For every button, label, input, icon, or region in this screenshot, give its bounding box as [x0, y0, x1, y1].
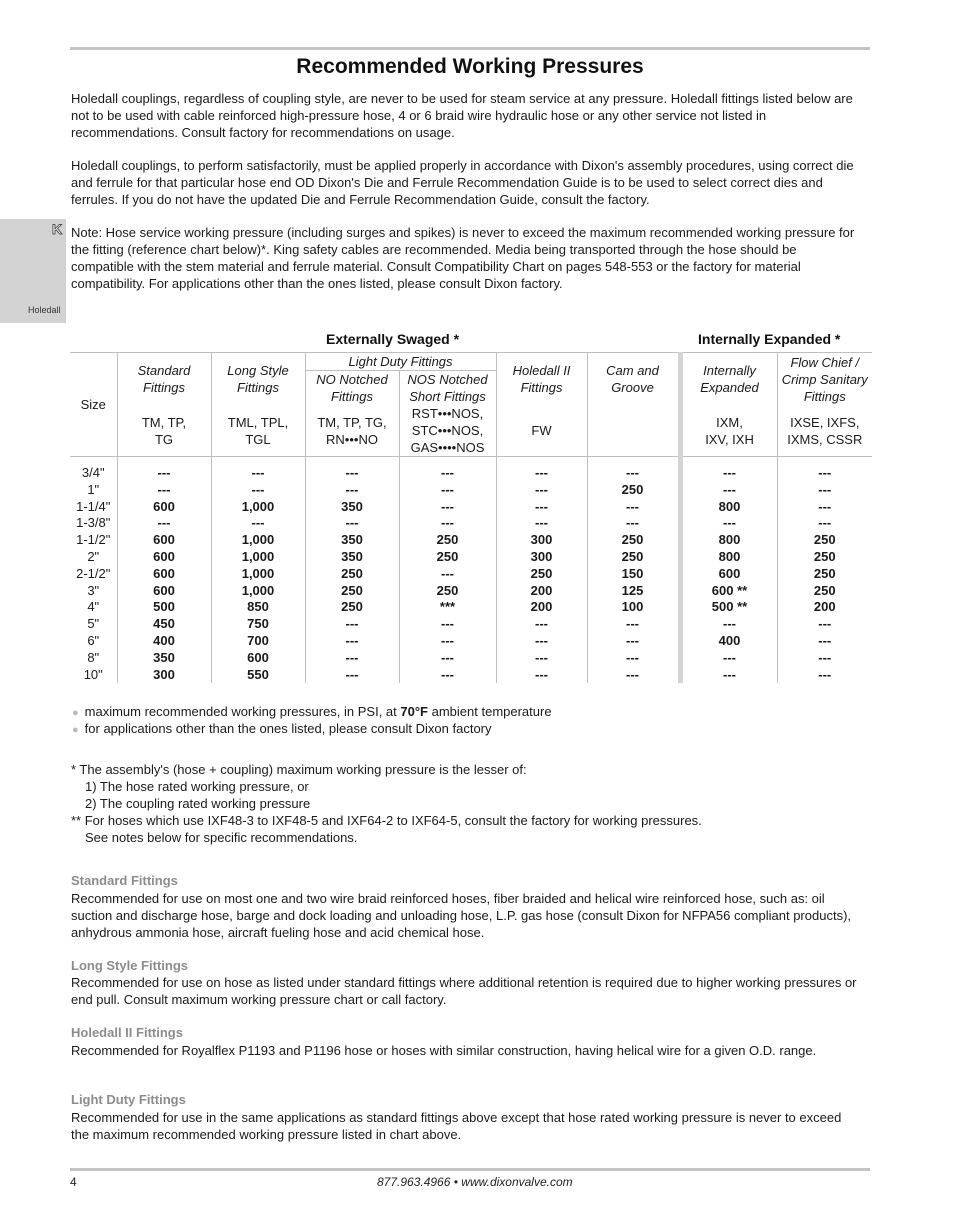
table-row — [70, 599, 872, 616]
pressure-cell: --- — [117, 482, 211, 499]
table-row — [70, 549, 872, 566]
pressure-cell: --- — [496, 616, 587, 633]
pressure-cell: 600 — [117, 549, 211, 566]
pressure-cell: *** — [399, 599, 496, 616]
note-line: 1) The hose rated working pressure, or — [85, 779, 309, 794]
page-title: Recommended Working Pressures — [296, 55, 644, 78]
size-cell: 5" — [87, 616, 100, 632]
pressure-cell: --- — [399, 515, 496, 532]
pressure-cell: --- — [496, 667, 587, 684]
footer-contact: 877.963.4966 • www.dixonvalve.com — [377, 1175, 573, 1189]
pressure-cell: 350 — [305, 499, 399, 516]
pressure-cell: --- — [587, 650, 680, 667]
pressure-cell: 500 — [117, 599, 211, 616]
holedall-ii-body: Recommended for Royalflex P1193 and P1196 hose or hoses with similar construction, having helical wire for a given O.D. range. — [71, 1043, 817, 1058]
table-row — [70, 633, 872, 650]
table-row — [70, 499, 872, 516]
pressure-cell: --- — [680, 667, 777, 684]
pressure-cell: 800 — [680, 549, 777, 566]
pressure-cell: 200 — [777, 599, 872, 616]
codes-internally-expanded: IXM, IXV, IXH — [680, 405, 777, 457]
col-header-nos-notched: NOS Notched Short Fittings — [399, 371, 496, 406]
pressure-cell: --- — [777, 616, 872, 633]
pressure-cell: --- — [305, 465, 399, 482]
k-tab-icon: K — [52, 221, 63, 237]
pressure-cell: --- — [777, 650, 872, 667]
size-cell: 3" — [87, 582, 100, 598]
pressure-cell: --- — [587, 667, 680, 684]
note-line: See notes below for specific recommendations. — [85, 830, 358, 845]
pressure-cell: --- — [117, 465, 211, 482]
size-cell: 1" — [87, 481, 100, 497]
pressure-cell: 600 — [211, 650, 305, 667]
pressure-cell: 250 — [399, 583, 496, 600]
pressure-cell: 600 — [117, 532, 211, 549]
bullet-dot-icon: ● — [72, 724, 79, 736]
pressure-cell: --- — [777, 667, 872, 684]
pressure-table — [70, 352, 872, 683]
size-cell: 1-1/2" — [76, 532, 111, 548]
codes-no-notched: TM, TP, TG, RN•••NO — [305, 405, 399, 457]
pressure-cell: 300 — [496, 532, 587, 549]
pressure-cell: 600 — [117, 499, 211, 516]
note-line: ** For hoses which use IXF48-3 to IXF48-5 and IXF64-2 to IXF64-5, consult the factory for working pressures. — [71, 813, 702, 828]
pressure-cell: 250 — [777, 583, 872, 600]
light-duty-heading: Light Duty Fittings — [71, 1092, 186, 1107]
col-header-holedall-ii: Holedall II Fittings — [496, 353, 587, 406]
pressure-cell: 100 — [587, 599, 680, 616]
pressure-cell: --- — [117, 515, 211, 532]
light-duty-body: Recommended for use in the same applications as standard fittings above except that hose rated working pressure is never to exceed the maximum recommended working pressure listed in chart above. — [71, 1110, 842, 1142]
pressure-cell: 600 — [680, 566, 777, 583]
pressure-cell: --- — [777, 465, 872, 482]
size-header: Size — [70, 353, 117, 457]
pressure-cell: --- — [399, 499, 496, 516]
table-row — [70, 650, 872, 667]
pressure-cell: --- — [587, 616, 680, 633]
light-duty-header: Light Duty Fittings — [305, 353, 496, 371]
pressure-cell: --- — [680, 515, 777, 532]
codes-standard: TM, TP, TG — [117, 405, 211, 457]
table-row — [70, 616, 872, 633]
pressure-cell: --- — [305, 667, 399, 684]
pressure-cell: --- — [211, 482, 305, 499]
note-line: 2) The coupling rated working pressure — [85, 796, 311, 811]
pressure-cell: --- — [587, 499, 680, 516]
footnote-bullets — [72, 703, 552, 737]
col-header-flow-chief: Flow Chief / Crimp Sanitary Fittings — [777, 353, 872, 406]
pressure-cell: 600 ** — [680, 583, 777, 600]
pressure-cell: 250 — [305, 566, 399, 583]
pressure-cell: 300 — [496, 549, 587, 566]
pressure-cell: 300 — [117, 667, 211, 684]
size-cell: 1-1/4" — [76, 498, 111, 514]
bullet-item: ● for applications other than the ones listed, please consult Dixon factory — [72, 721, 492, 736]
pressure-cell: 250 — [496, 566, 587, 583]
intro-paragraph-2: Holedall couplings, to perform satisfactorily, must be applied properly in accordance with Dixon's assembly procedures, using correct die and ferrule for that particular hose end OD Dixon's Die and Ferrule Recommendation Guide is to be used to select correct dies and ferrules. If you do not have the updated Die and Ferrule Recommendation Guide, consult the factory. — [71, 158, 854, 207]
table-row — [70, 583, 872, 600]
pressure-cell: 250 — [305, 583, 399, 600]
pressure-cell: 250 — [399, 549, 496, 566]
codes-cam-groove — [587, 405, 680, 457]
size-cell: 6" — [87, 632, 100, 648]
pressure-cell: --- — [399, 465, 496, 482]
pressure-cell: 250 — [399, 532, 496, 549]
pressure-cell: --- — [399, 667, 496, 684]
col-header-cam-groove: Cam and Groove — [587, 353, 680, 406]
pressure-cell: 250 — [587, 549, 680, 566]
pressure-cell: --- — [399, 650, 496, 667]
pressure-cell: --- — [587, 633, 680, 650]
pressure-cell: --- — [496, 499, 587, 516]
pressure-cell: 600 — [117, 583, 211, 600]
pressure-cell: --- — [399, 566, 496, 583]
pressure-cell: 125 — [587, 583, 680, 600]
col-header-internally-expanded: Internally Expanded — [680, 353, 777, 406]
pressure-cell: 250 — [587, 482, 680, 499]
pressure-cell: --- — [305, 650, 399, 667]
size-cell: 4" — [87, 599, 100, 615]
long-style-heading: Long Style Fittings — [71, 958, 188, 973]
table-row — [70, 482, 872, 499]
pressure-cell: --- — [305, 616, 399, 633]
pressure-cell: 1,000 — [211, 549, 305, 566]
page-number: 4 — [70, 1175, 77, 1189]
pressure-cell: --- — [680, 465, 777, 482]
pressure-cell: --- — [777, 515, 872, 532]
pressure-cell: --- — [496, 482, 587, 499]
bullet-item: ● maximum recommended working pressures, in PSI, at 70°F ambient temperature — [72, 704, 552, 719]
codes-nos-notched: RST•••NOS, STC•••NOS, GAS••••NOS — [399, 405, 496, 457]
size-cell: 1-3/8" — [76, 515, 111, 531]
intro-paragraph-note: Note: Hose service working pressure (including surges and spikes) is never to exceed the maximum recommended working pressure for the fitting (reference chart below)*. King safety cables are recommended. Media being transported through the hose should be compatible with the stem material and ferrule material. Consult Compatibility Chart on pages 548-553 or the factory for material compatibility. For applications other than the ones listed, please consult Dixon factory. — [71, 225, 855, 291]
pressure-cell: 450 — [117, 616, 211, 633]
pressure-cell: 1,000 — [211, 532, 305, 549]
table-row — [70, 515, 872, 532]
pressure-cell: --- — [399, 633, 496, 650]
intro-paragraph-1: Holedall couplings, regardless of coupling style, are never to be used for steam service at any pressure. Holedall fittings listed below are not to be used with cable reinforced high-pressure hose, 4 or 6 braid wire hydraulic hose or any other service not listed in recommendations. Consult factory for recommendations on usage. — [71, 91, 853, 140]
pressure-cell: --- — [496, 465, 587, 482]
pressure-cell: --- — [777, 482, 872, 499]
table-row — [70, 667, 872, 684]
pressure-cell: 250 — [587, 532, 680, 549]
pressure-cell: --- — [777, 499, 872, 516]
size-cell: 3/4" — [81, 465, 105, 480]
size-cell: 2" — [87, 548, 100, 564]
pressure-cell: 550 — [211, 667, 305, 684]
side-tab-label: Holedall — [28, 305, 61, 315]
table-row — [70, 566, 872, 583]
pressure-cell: --- — [587, 465, 680, 482]
pressure-cell: --- — [496, 633, 587, 650]
internally-expanded-heading: Internally Expanded * — [698, 331, 841, 347]
pressure-cell: 1,000 — [211, 583, 305, 600]
pressure-cell: --- — [211, 515, 305, 532]
size-cell: 2-1/2" — [76, 565, 111, 581]
pressure-cell: 850 — [211, 599, 305, 616]
pressure-cell: 350 — [305, 532, 399, 549]
pressure-cell: --- — [496, 650, 587, 667]
pressure-cell: --- — [305, 482, 399, 499]
pressure-cell: --- — [496, 515, 587, 532]
col-header-long-style: Long Style Fittings — [211, 353, 305, 406]
pressure-cell: 800 — [680, 532, 777, 549]
pressure-cell: --- — [587, 515, 680, 532]
codes-flow-chief: IXSE, IXFS, IXMS, CSSR — [777, 405, 872, 457]
pressure-cell: 200 — [496, 599, 587, 616]
pressure-cell: 350 — [117, 650, 211, 667]
pressure-cell: 250 — [305, 599, 399, 616]
size-cell: 8" — [87, 649, 100, 665]
codes-holedall-ii: FW — [496, 405, 587, 457]
pressure-cell: 600 — [117, 566, 211, 583]
pressure-cell: 800 — [680, 499, 777, 516]
table-row — [70, 465, 872, 482]
pressure-cell: 1,000 — [211, 499, 305, 516]
bullet-dot-icon: ● — [72, 707, 79, 719]
pressure-cell: --- — [399, 482, 496, 499]
standard-fittings-heading: Standard Fittings — [71, 873, 178, 888]
size-cell: 10" — [83, 666, 103, 682]
externally-swaged-heading: Externally Swaged * — [326, 331, 460, 347]
pressure-cell: 250 — [777, 566, 872, 583]
col-header-standard: Standard Fittings — [117, 353, 211, 406]
pressure-cell: 1,000 — [211, 566, 305, 583]
col-header-no-notched: NO Notched Fittings — [305, 371, 399, 406]
pressure-cell: 400 — [117, 633, 211, 650]
pressure-cell: 500 ** — [680, 599, 777, 616]
pressure-cell: 700 — [211, 633, 305, 650]
pressure-cell: 200 — [496, 583, 587, 600]
pressure-notes — [71, 761, 702, 846]
pressure-cell: --- — [211, 465, 305, 482]
pressure-cell: --- — [680, 616, 777, 633]
pressure-cell: 250 — [777, 549, 872, 566]
table-row — [70, 532, 872, 549]
pressure-cell: --- — [305, 633, 399, 650]
pressure-cell: 250 — [777, 532, 872, 549]
top-rule — [70, 47, 870, 50]
pressure-cell: 350 — [305, 549, 399, 566]
bottom-rule — [70, 1168, 870, 1171]
pressure-cell: --- — [399, 616, 496, 633]
pressure-cell: 150 — [587, 566, 680, 583]
pressure-cell: 400 — [680, 633, 777, 650]
pressure-cell: --- — [305, 515, 399, 532]
codes-long-style: TML, TPL, TGL — [211, 405, 305, 457]
note-line: * The assembly's (hose + coupling) maximum working pressure is the lesser of: — [71, 762, 527, 777]
pressure-cell: 750 — [211, 616, 305, 633]
holedall-ii-heading: Holedall II Fittings — [71, 1025, 183, 1040]
long-style-body: Recommended for use on hose as listed under standard fittings where additional retention is required due to higher working pressures or end pull. Consult maximum working pressure chart or call factory. — [71, 975, 857, 1007]
standard-fittings-body: Recommended for use on most one and two wire braid reinforced hoses, fiber braided and helical wire reinforced hose, such as: oil suction and discharge hose, barge and dock loading and unloading hose, L.P. gas hose (consult Dixon for NFPA56 compliant products), anhydrous ammonia hose, aircraft fueling hose and acid chemical hose. — [71, 891, 852, 940]
pressure-cell: --- — [680, 482, 777, 499]
pressure-cell: --- — [777, 633, 872, 650]
pressure-cell: --- — [680, 650, 777, 667]
